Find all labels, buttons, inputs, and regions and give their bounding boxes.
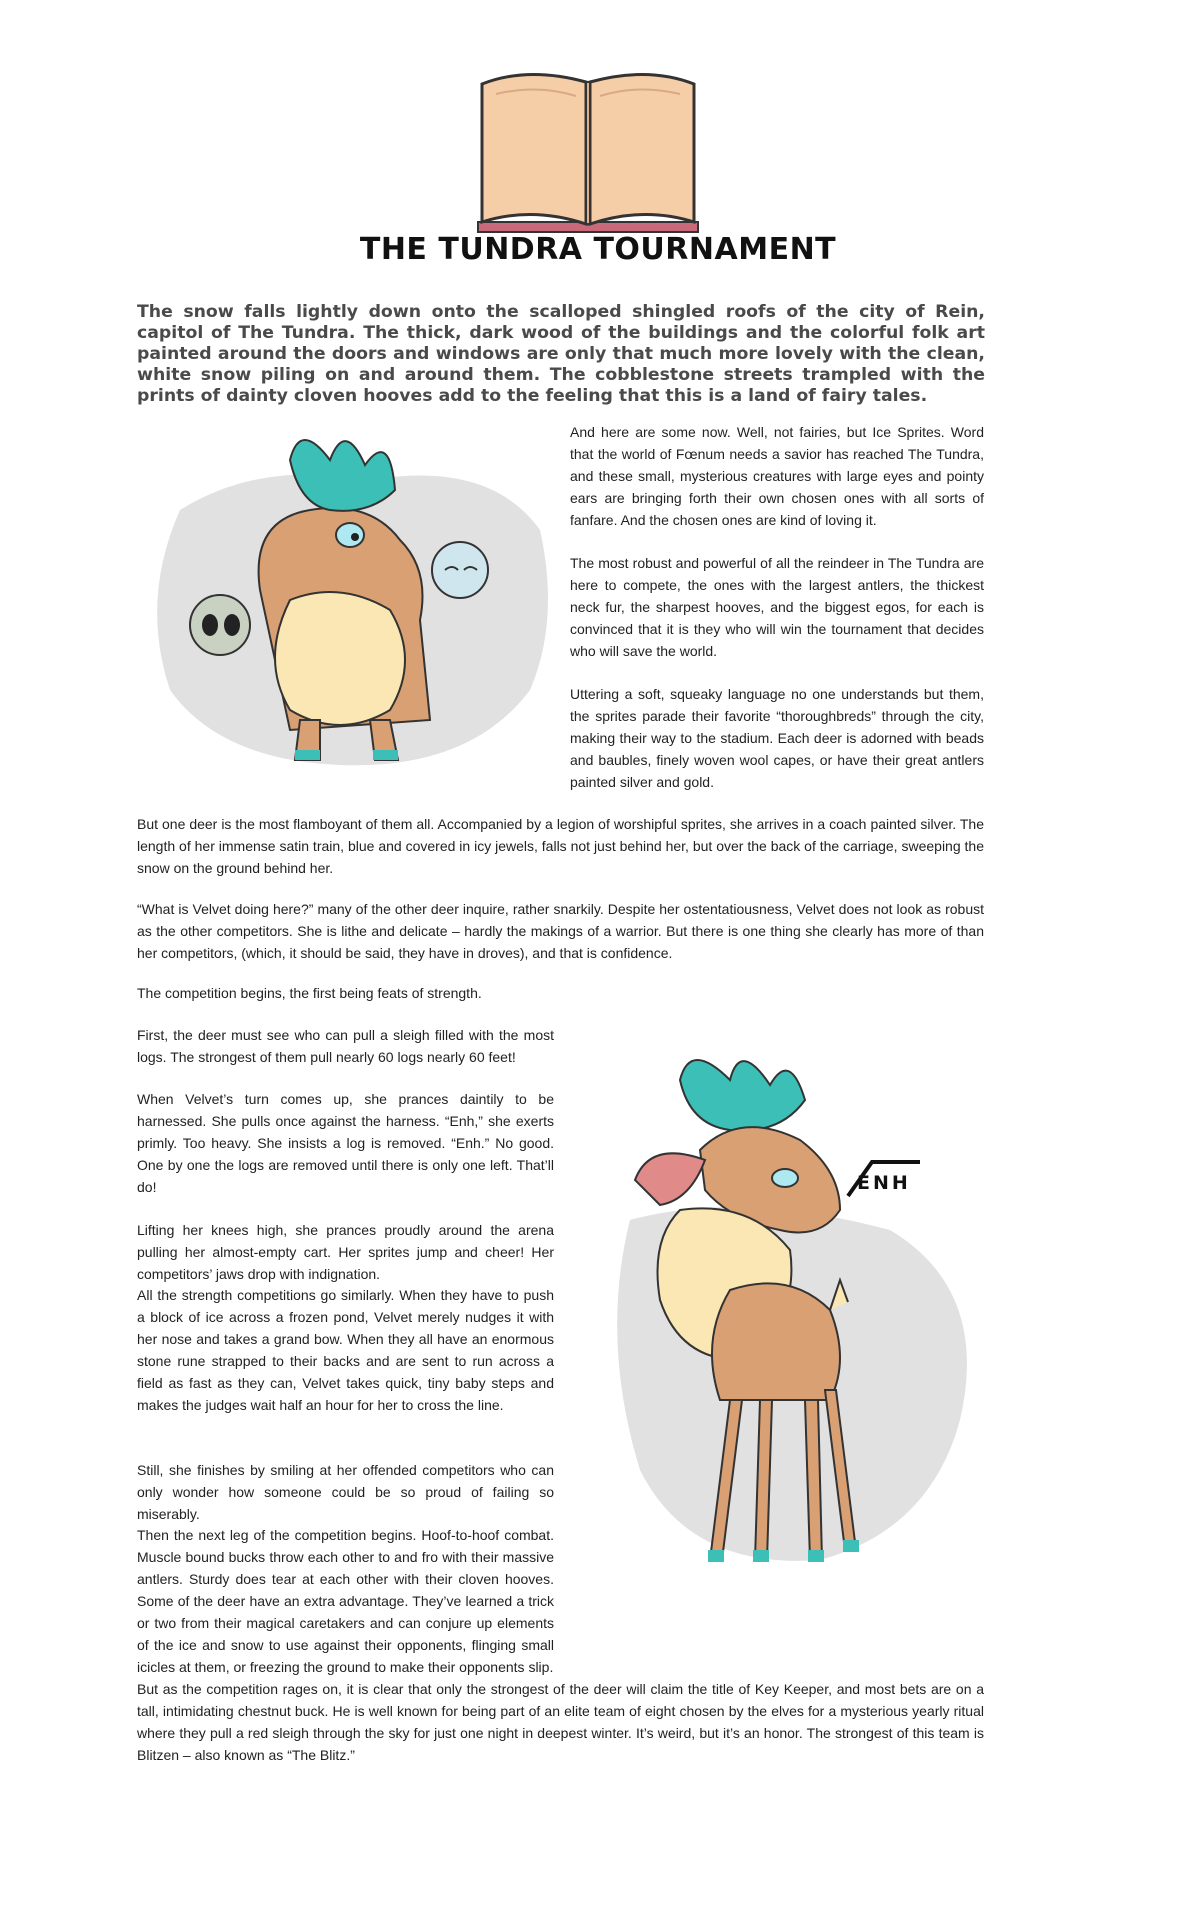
body-paragraph: “What is Velvet doing here?” many of the other deer inquire, rather snarkily. Despite her ostentatiousness, Velvet does not look as robust as the other competitors. She is lithe and delicate – hardly the makings of a warrior. But there is one thing she clearly has more of than her competitors, (which, it should be said, they have in droves), and that is confidence. (137, 901, 984, 961)
speech-caption: ENH (857, 1172, 911, 1194)
body-paragraph: The most robust and powerful of all the reindeer in The Tundra are here to compete, the ones with the largest antlers, the thickest neck fur, the sharpest hooves, and the biggest egos, for each is convinced that it is they who will win the tournament that decides who will save the world. (570, 555, 984, 659)
velvet-deer-illustration (590, 1040, 1000, 1580)
body-paragraph: Uttering a soft, squeaky language no one understands but them, the sprites parade their favorite “thoroughbreds” through the city, making their way to the stadium. Each deer is adorned with beads and baubles, finely woven wool capes, or have their great antlers painted silver and gold. (570, 686, 984, 790)
page-title: THE TUNDRA TOURNAMENT (359, 232, 837, 267)
body-paragraph: And here are some now. Well, not fairies, but Ice Sprites. Word that the world of Fœnum needs a savior has reached The Tundra, and these small, mysterious creatures with large eyes and pointy ears are bringing forth their own chosen ones with all sorts of fanfare. And the chosen ones are kind of loving it. (570, 424, 984, 528)
body-paragraph: Lifting her knees high, she prances proudly around the arena pulling her almost-empty cart. Her sprites jump and cheer! Her competitors’ jaws drop with indignation. (137, 1222, 554, 1282)
body-paragraph: All the strength competitions go similarly. When they have to push a block of ice across a frozen pond, Velvet merely nudges it with her nose and takes a grand bow. When they all have an enormous stone rune strapped to their backs and are sent to run across a field as fast as they can, Velvet takes quick, tiny baby steps and makes the judges wait half an hour for her to cross the line. (137, 1287, 554, 1413)
body-paragraph: Still, she finishes by smiling at her offended competitors who can only wonder how someone could be so proud of failing so miserably. (137, 1462, 554, 1522)
body-paragraph: But as the competition rages on, it is clear that only the strongest of the deer will claim the title of Key Keeper, and most bets are on a tall, intimidating chestnut buck. He is well known for being part of an elite team of eight chosen by the elves for a mysterious yearly ritual where they pull a red sleigh through the sky for just one night in deepest winter. It’s weird, but it’s an honor. The strongest of this team is Blitzen – also known as “The Blitz.” (137, 1681, 984, 1763)
body-paragraph: First, the deer must see who can pull a sleigh filled with the most logs. The strongest of them pull nearly 60 logs nearly 60 feet! (137, 1027, 554, 1065)
body-paragraph: Then the next leg of the competition begins. Hoof-to-hoof combat. Muscle bound bucks throw each other to and fro with their massive antlers. Sturdy does tear at each other with their cloven hooves. Some of the deer have an extra advantage. They’ve learned a trick or two from their magical caretakers and can conjure up elements of the ice and snow to use against their opponents, flinging small icicles at them, or freezing the ground to make their opponents slip. (137, 1527, 554, 1675)
intro-paragraph: The snow falls lightly down onto the scalloped shingled roofs of the city of Rein, capitol of The Tundra. The thick, dark wood of the buildings and the colorful folk art painted around the doors and windows are only that much more lovely with the clean, white snow piling on and around them. The cobblestone streets trampled with the prints of dainty cloven hooves add to the feeling that this is a land of fairy tales. (137, 302, 985, 406)
body-paragraph: But one deer is the most flamboyant of them all. Accompanied by a legion of worshipful sprites, she arrives in a coach painted silver. The length of her immense satin train, blue and covered in icy jewels, falls not just behind her, but over the back of the carriage, sweeping the snow on the ground behind her. (137, 816, 984, 876)
deer-with-sprites-illustration (140, 420, 560, 780)
body-paragraph: The competition begins, the first being feats of strength. (137, 985, 482, 1001)
body-paragraph: When Velvet’s turn comes up, she prances daintily to be harnessed. She pulls once against the harness. “Enh,” she exerts primly. Too heavy. She insists a log is removed. “Enh.” No good. One by one the logs are removed until there is only one left. That’ll do! (137, 1091, 554, 1195)
open-book-icon (468, 64, 708, 236)
